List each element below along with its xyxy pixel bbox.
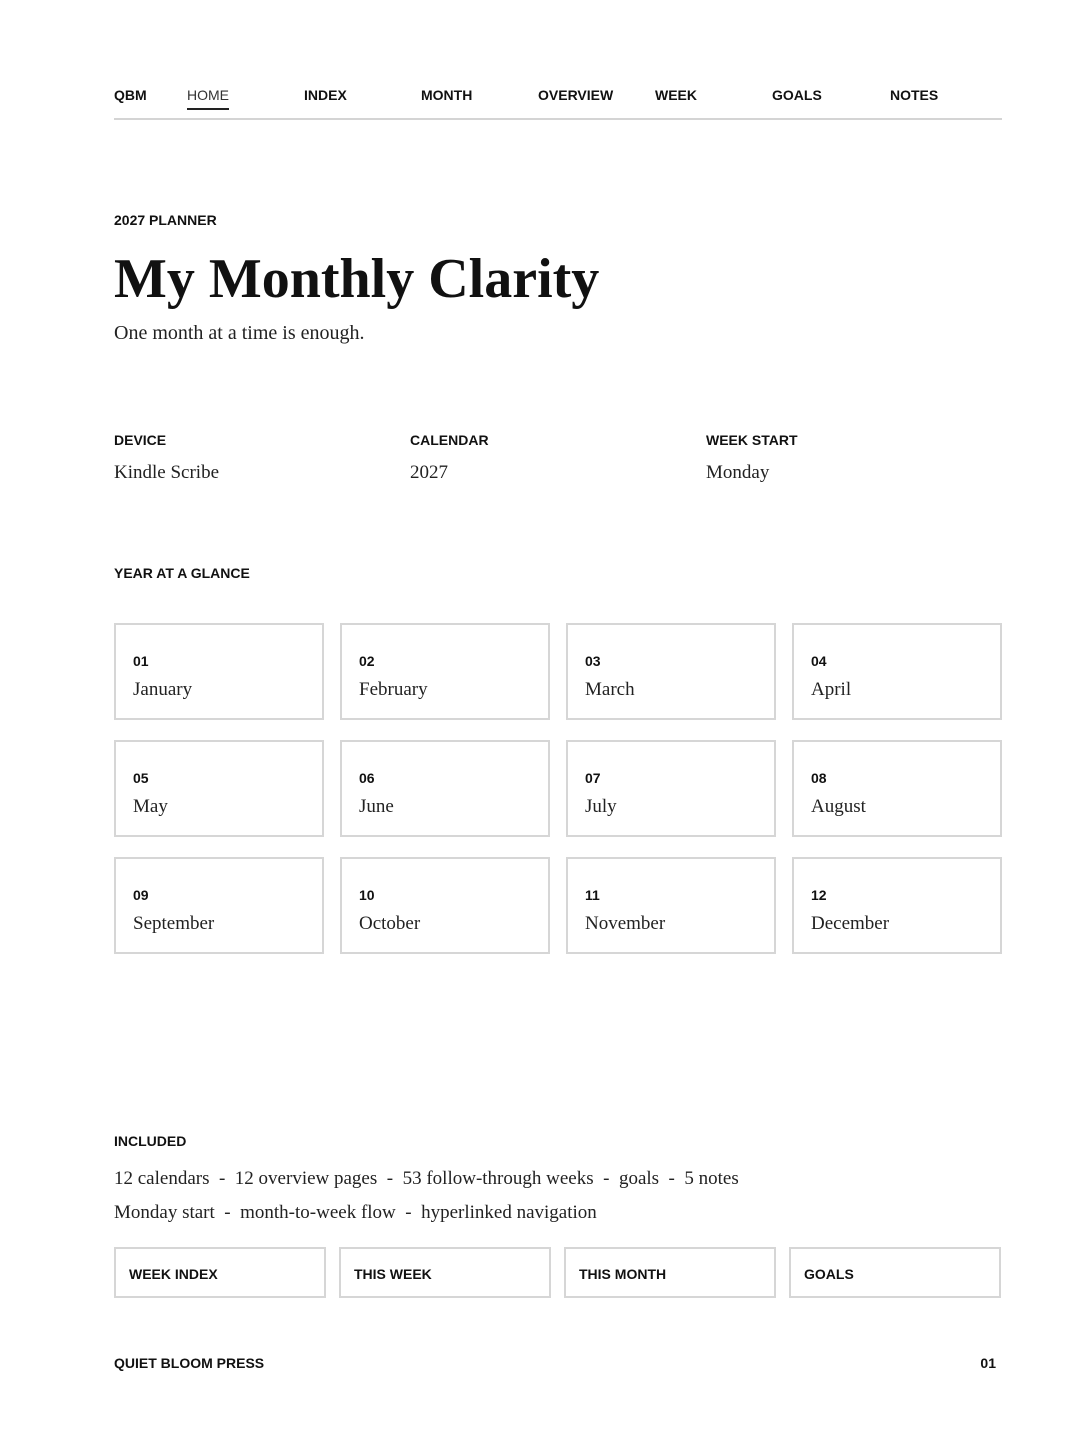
section-label-included: INCLUDED [114, 1133, 187, 1149]
month-card-october[interactable] [340, 857, 550, 954]
month-number: 10 [359, 887, 375, 903]
month-name: February [359, 679, 428, 700]
month-number: 08 [811, 770, 827, 786]
month-name: December [811, 913, 890, 934]
month-card-march[interactable] [566, 623, 776, 720]
nav-item-label: HOME [187, 86, 229, 110]
month-number: 01 [133, 653, 149, 669]
page-subtitle: One month at a time is enough. [114, 322, 365, 344]
month-name: January [133, 679, 193, 700]
meta-label: DEVICE [114, 432, 167, 448]
month-number: 12 [811, 887, 827, 903]
planner-eyebrow: 2027 PLANNER [114, 212, 217, 228]
publisher-name: QUIET BLOOM PRESS [114, 1355, 265, 1371]
nav-item-label: INDEX [304, 87, 347, 103]
month-name: May [133, 796, 168, 817]
top-nav [114, 86, 1002, 120]
month-number: 05 [133, 770, 149, 786]
nav-item-label: QBM [114, 87, 147, 103]
meta-value: 2027 [410, 462, 448, 483]
month-number: 04 [811, 653, 827, 669]
nav-item-week[interactable] [655, 86, 697, 116]
meta-calendar [410, 432, 489, 484]
page-title: My Monthly Clarity [114, 248, 600, 310]
nav-item-label: GOALS [772, 87, 822, 103]
month-card-may[interactable] [114, 740, 324, 837]
included-line-2: Monday start - month-to-week flow - hyperlinked navigation [114, 1202, 597, 1223]
this-month-button[interactable]: THIS MONTH [564, 1247, 776, 1298]
meta-label: WEEK START [706, 432, 798, 448]
nav-item-qbm[interactable] [114, 86, 147, 116]
month-name: June [359, 796, 394, 817]
nav-item-label: NOTES [890, 87, 939, 103]
month-name: November [585, 913, 666, 934]
month-number: 11 [585, 887, 600, 903]
month-grid [114, 623, 1003, 954]
month-card-december[interactable] [792, 857, 1002, 954]
month-card-april[interactable] [792, 623, 1002, 720]
meta-value: Kindle Scribe [114, 462, 220, 483]
month-card-february[interactable] [340, 623, 550, 720]
section-label-year-at-a-glance: YEAR AT A GLANCE [114, 565, 250, 581]
nav-item-month[interactable] [421, 86, 472, 116]
month-name: March [585, 679, 635, 700]
meta-device [114, 432, 219, 484]
page-number: 01 [980, 1355, 996, 1371]
week-index-button[interactable]: WEEK INDEX [114, 1247, 326, 1298]
nav-item-label: OVERVIEW [538, 87, 614, 103]
month-card-september[interactable] [114, 857, 324, 954]
month-name: July [585, 796, 617, 817]
meta-label: CALENDAR [410, 432, 489, 448]
meta-value: Monday [706, 462, 770, 483]
nav-item-index[interactable] [304, 86, 347, 116]
month-name: August [811, 796, 866, 817]
month-card-july[interactable] [566, 740, 776, 837]
month-card-august[interactable] [792, 740, 1002, 837]
month-name: September [133, 913, 215, 934]
this-week-button[interactable]: THIS WEEK [339, 1247, 551, 1298]
month-number: 02 [359, 653, 375, 669]
nav-item-home[interactable] [187, 86, 229, 116]
nav-item-label: MONTH [421, 87, 473, 103]
month-name: October [359, 913, 421, 934]
quick-links [114, 1247, 1003, 1298]
month-number: 09 [133, 887, 149, 903]
nav-item-goals[interactable] [772, 86, 822, 116]
goals-button[interactable]: GOALS [789, 1247, 1001, 1298]
month-number: 06 [359, 770, 375, 786]
month-card-june[interactable] [340, 740, 550, 837]
nav-item-notes[interactable] [890, 86, 938, 116]
nav-item-overview[interactable] [538, 86, 613, 116]
month-number: 07 [585, 770, 601, 786]
included-line-1: 12 calendars - 12 overview pages - 53 follow-through weeks - goals - 5 notes [114, 1168, 739, 1189]
month-card-january[interactable] [114, 623, 324, 720]
month-name: April [811, 679, 852, 700]
month-number: 03 [585, 653, 601, 669]
nav-item-label: WEEK [655, 87, 697, 103]
month-card-november[interactable] [566, 857, 776, 954]
meta-week-start [706, 432, 798, 484]
